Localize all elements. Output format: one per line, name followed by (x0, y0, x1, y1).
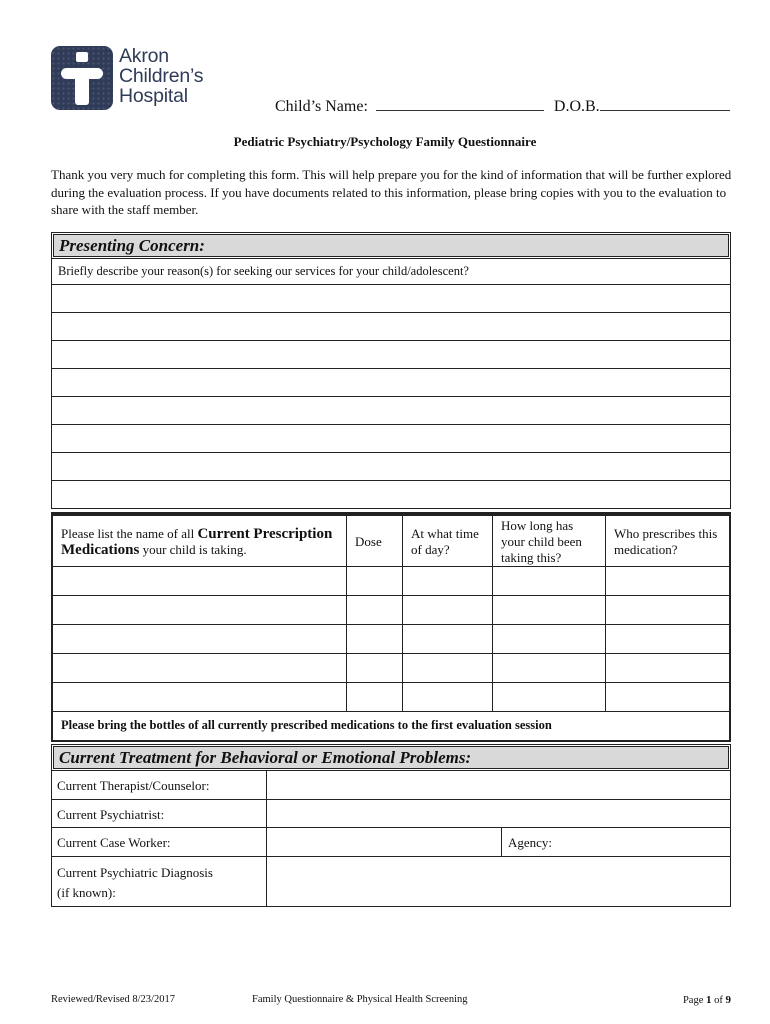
diagnosis-field[interactable] (267, 857, 730, 906)
prescriber-cell[interactable] (606, 654, 730, 683)
footer-revised: Reviewed/Revised 8/23/2017 (51, 994, 175, 1005)
medication-name-cell[interactable] (53, 567, 347, 596)
child-name-field[interactable] (376, 97, 544, 111)
time-of-day-header: At what time of day? (403, 515, 493, 567)
duration-cell[interactable] (493, 654, 606, 683)
medication-row (53, 683, 730, 712)
prescriber-cell[interactable] (606, 567, 730, 596)
logo-wordmark: Akron Children’s Hospital (119, 45, 204, 107)
medication-name-header: Please list the name of all Current Prescription Medications your child is taking. (53, 515, 347, 567)
medications-note-row (53, 712, 730, 741)
concern-line[interactable] (52, 480, 730, 508)
diagnosis-row (52, 856, 730, 906)
duration-cell[interactable] (493, 625, 606, 654)
case-worker-field[interactable] (267, 828, 502, 856)
psychiatrist-row (52, 799, 730, 827)
medications-section (51, 512, 731, 742)
therapist-field[interactable] (267, 771, 730, 799)
presenting-concern-prompt: Briefly describe your reason(s) for seeking our services for your child/adolescent? (52, 258, 730, 284)
dose-cell[interactable] (347, 596, 403, 625)
hospital-logo (51, 46, 203, 110)
therapist-label: Current Therapist/Counselor: (52, 771, 267, 799)
dose-cell[interactable] (347, 683, 403, 712)
child-info-line (275, 97, 730, 116)
agency-field[interactable] (502, 828, 730, 856)
form-title: Pediatric Psychiatry/Psychology Family Questionnaire (233, 134, 537, 149)
current-treatment-section (51, 744, 731, 907)
dose-cell[interactable] (347, 567, 403, 596)
therapist-row (52, 770, 730, 799)
medication-row (53, 654, 730, 683)
dose-cell[interactable] (347, 654, 403, 683)
time-of-day-cell[interactable] (403, 567, 493, 596)
duration-cell[interactable] (493, 596, 606, 625)
current-treatment-heading: Current Treatment for Behavioral or Emotional Problems: (53, 746, 729, 769)
presenting-concern-heading: Presenting Concern: (53, 234, 729, 257)
medications-header-row (53, 515, 730, 567)
medication-name-cell[interactable] (53, 683, 347, 712)
medication-row (53, 596, 730, 625)
concern-line[interactable] (52, 396, 730, 424)
medications-table (52, 513, 730, 741)
logo-child-icon (51, 46, 113, 110)
concern-line[interactable] (52, 368, 730, 396)
concern-line[interactable] (52, 424, 730, 452)
medication-row (53, 625, 730, 654)
case-worker-label: Current Case Worker: (52, 828, 267, 856)
medications-note: Please bring the bottles of all currently prescribed medications to the first evaluation session (53, 712, 730, 741)
medication-row (53, 567, 730, 596)
medication-name-cell[interactable] (53, 596, 347, 625)
duration-cell[interactable] (493, 683, 606, 712)
duration-cell[interactable] (493, 567, 606, 596)
concern-line[interactable] (52, 284, 730, 312)
time-of-day-cell[interactable] (403, 683, 493, 712)
presenting-concern-section (51, 232, 731, 509)
dose-cell[interactable] (347, 625, 403, 654)
intro-paragraph: Thank you very much for completing this form. This will help prepare you for the kind of information that will be further explored during the evaluation process. If you have documents related to this information, please bring copies with you to the evaluation to share with the staff member. (51, 167, 732, 217)
concern-line[interactable] (52, 312, 730, 340)
medication-name-cell[interactable] (53, 625, 347, 654)
case-worker-row (52, 827, 730, 856)
diagnosis-label: Current Psychiatric Diagnosis (if known): (52, 857, 267, 906)
prescriber-header: Who prescribes this medication? (606, 515, 730, 567)
footer-page-number: Page 1 of 9 (682, 994, 731, 1006)
duration-header: How long has your child been taking this? (493, 515, 606, 567)
psychiatrist-field[interactable] (267, 800, 730, 827)
prescriber-cell[interactable] (606, 625, 730, 654)
prescriber-cell[interactable] (606, 683, 730, 712)
medication-name-cell[interactable] (53, 654, 347, 683)
time-of-day-cell[interactable] (403, 596, 493, 625)
dose-header: Dose (347, 515, 403, 567)
concern-line[interactable] (52, 340, 730, 368)
agency-label: Agency: (508, 835, 553, 850)
time-of-day-cell[interactable] (403, 625, 493, 654)
dob-field[interactable] (600, 97, 730, 111)
child-name-label: Child’s Name: (275, 98, 368, 115)
time-of-day-cell[interactable] (403, 654, 493, 683)
prescriber-cell[interactable] (606, 596, 730, 625)
footer-title: Family Questionnaire & Physical Health Screening (252, 994, 468, 1005)
concern-line[interactable] (52, 452, 730, 480)
psychiatrist-label: Current Psychiatrist: (52, 800, 267, 827)
dob-label: D.O.B. (553, 98, 600, 115)
